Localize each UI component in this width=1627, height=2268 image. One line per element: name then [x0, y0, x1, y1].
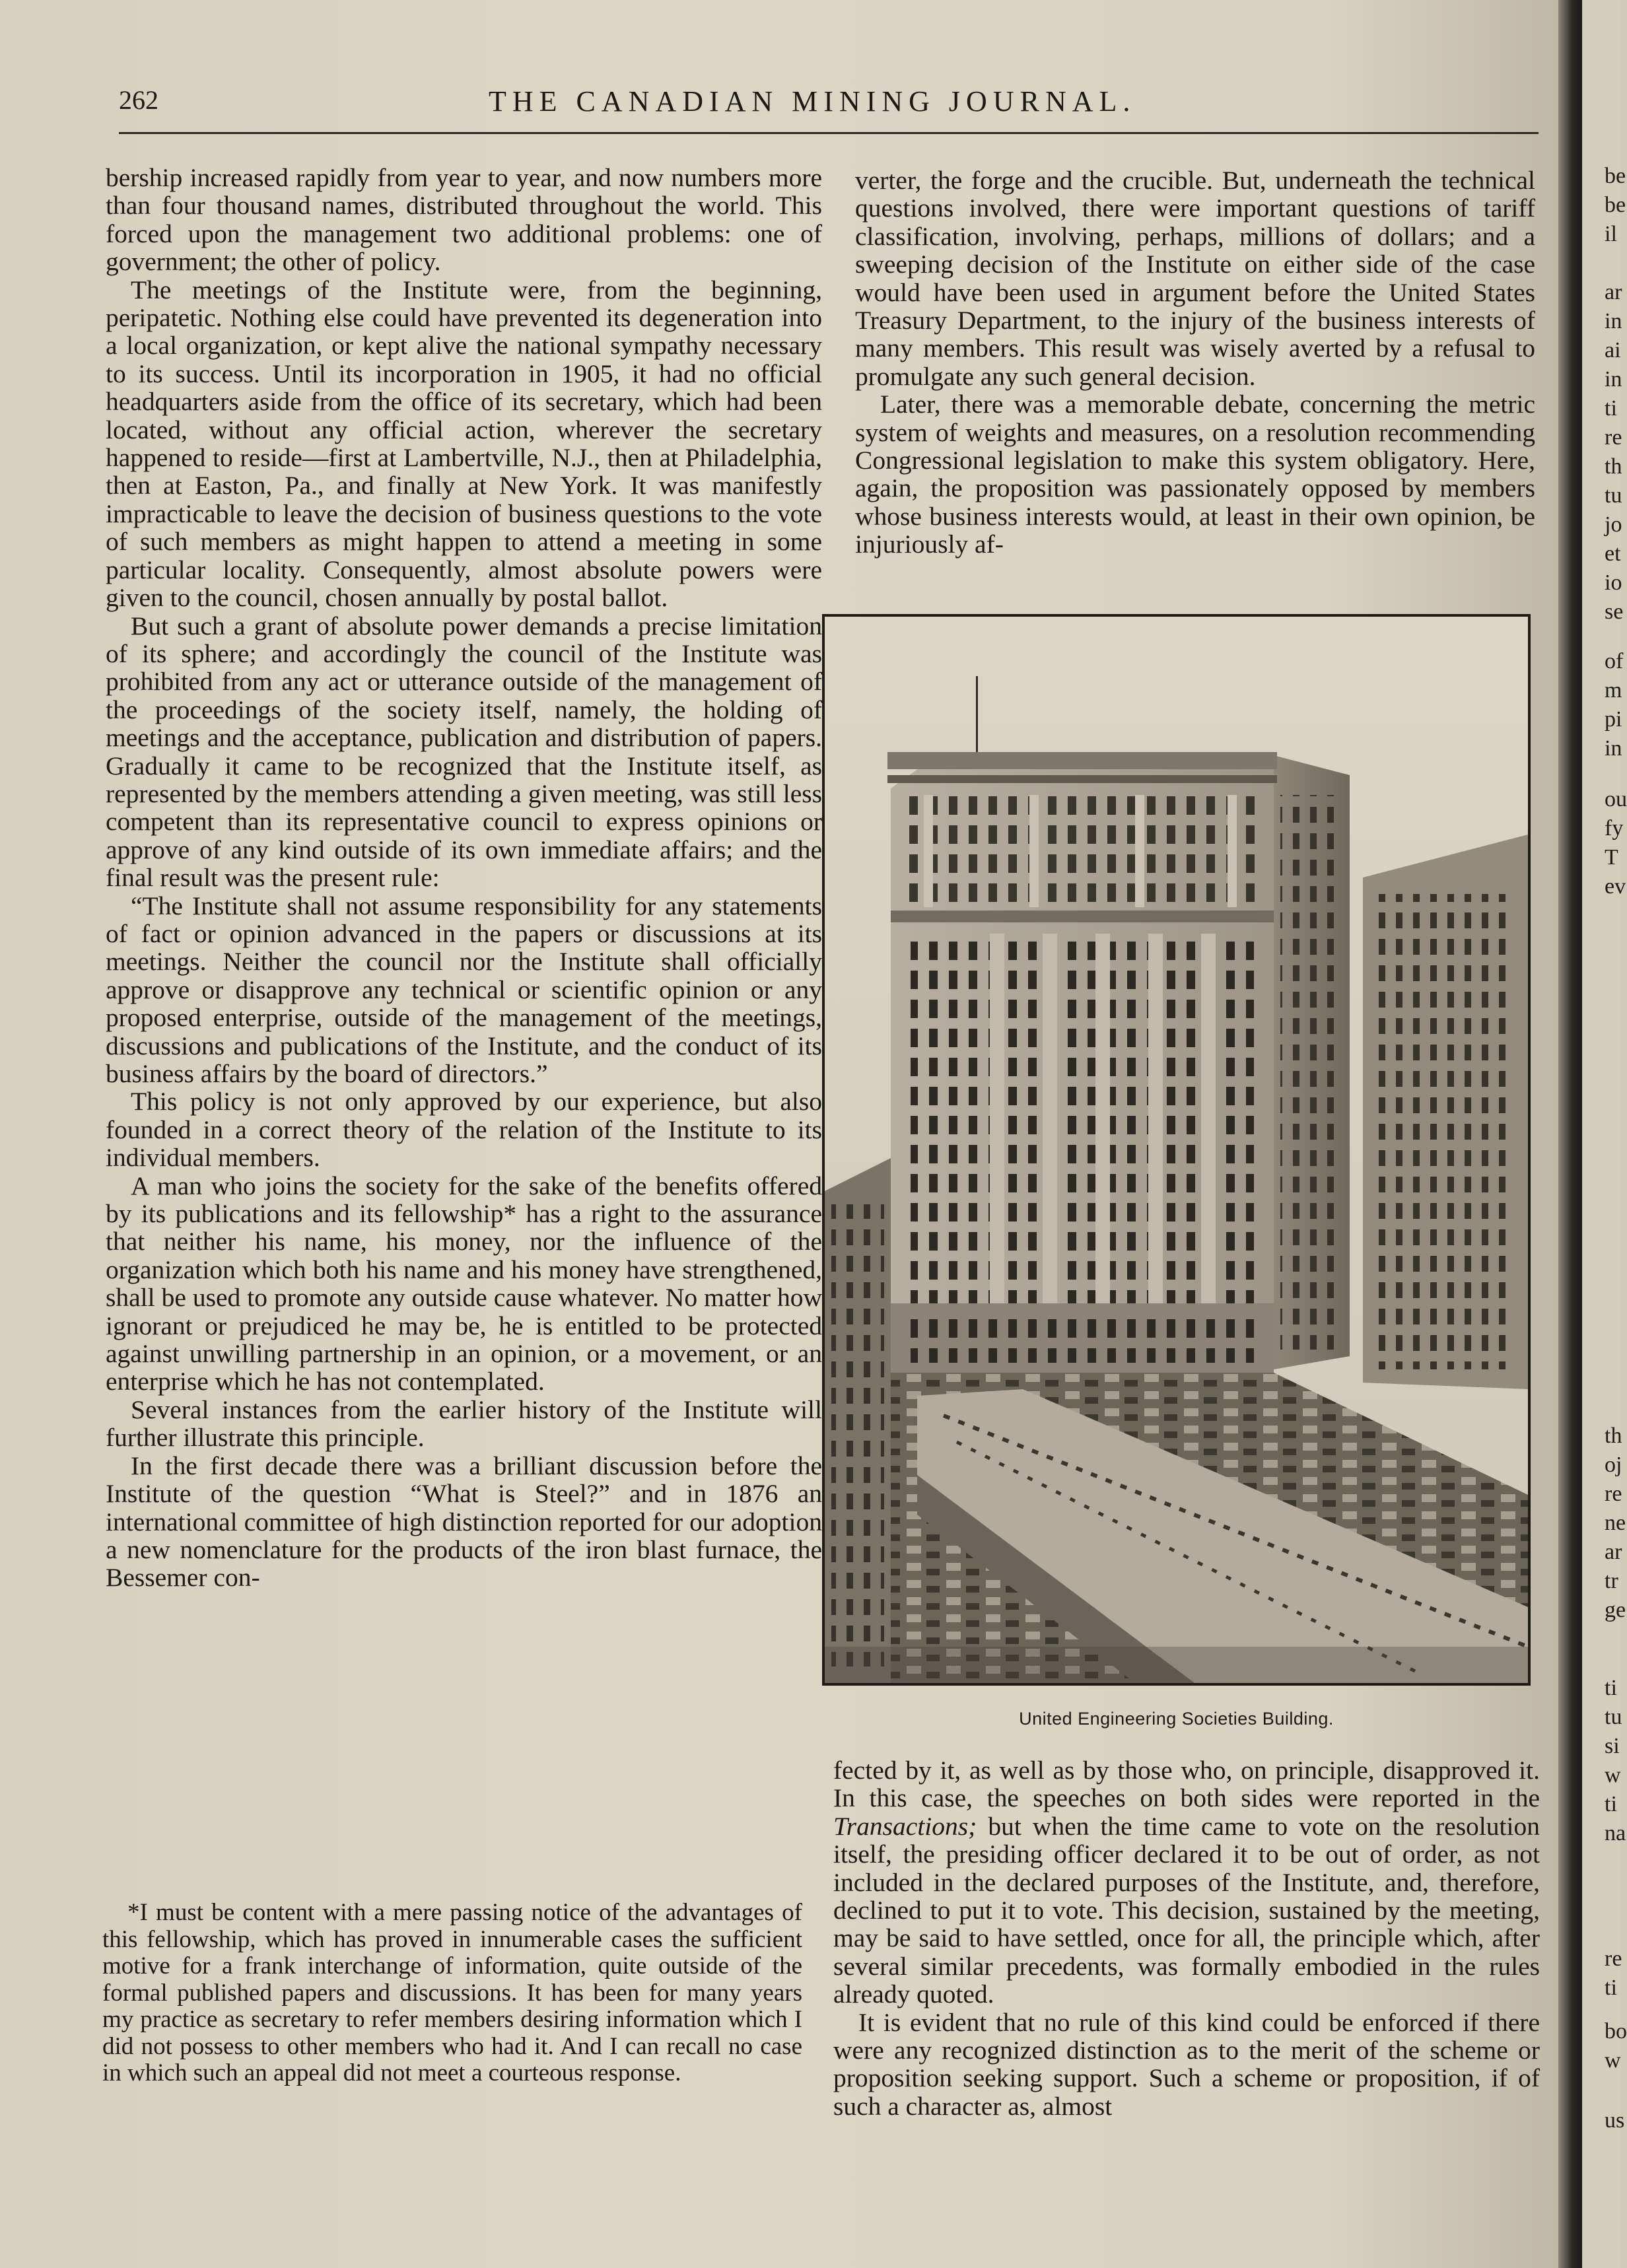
text-fragment: in [1605, 367, 1622, 392]
footnote [102, 1900, 802, 2087]
paragraph: A man who joins the society for the sake of the benefits offered by its publications and its fellowship* has a right to the assurance that neither his name, his money, nor the influence of the organization which both his name and his money have strengthened, shall be used to promote any outside cause whatever. No matter how ignorant or prejudiced he may be, he is entitled to be protected against unwilling partnership in an opinion, or a movement, or an enterprise which he has not contemplated. [106, 1171, 822, 1396]
journal-title: THE CANADIAN MINING JOURNAL. [489, 85, 1136, 118]
paragraph: The meetings of the Institute were, from the beginning, peripatetic. Nothing else could have prevented its degeneration into a local organization, or kept alive the national sympathy necessary to its success. Until its incorporation in 1905, it had no official headquarters aside from the office of its secretary, which had been located, without any official action, wherever the secretary happened to reside—first at Lambertville, N.J., then at Philadelphia, then at Easton, Pa., and finally at New York. It was manifestly impracticable to leave the decision of business questions to the vote of such members as might happen to attend a meeting in some particular locality. Consequently, almost absolute powers were given to the council, chosen annually by postal ballot. [106, 275, 822, 613]
text-fragment: io [1605, 570, 1622, 595]
text-fragment: ti [1605, 396, 1617, 421]
paragraph: This policy is not only approved by our experience, but also founded in a correct theory of the relation of the Institute to its individual members. [106, 1087, 822, 1173]
text-fragment: et [1605, 541, 1621, 566]
text-fragment: w [1605, 1763, 1621, 1787]
paragraph: Several instances from the earlier history of the Institute will further illustrate this principle. [106, 1394, 822, 1453]
page-number: 262 [119, 85, 158, 115]
text-fragment: in [1605, 736, 1622, 761]
text-fragment: bo [1605, 2019, 1627, 2044]
paragraph: It is evident that no rule of this kind could be enforced if there were any recognized distinction as to the merit of the scheme or proposition seeking support. Such a scheme or proposition, if of such a character as, almost [833, 2007, 1540, 2121]
right-column-top [855, 166, 1535, 559]
italic-title: Transactions; [833, 1811, 977, 1841]
text-fragment: w [1605, 2048, 1621, 2073]
text-fragment: ev [1605, 874, 1626, 899]
text-fragment: re [1605, 1482, 1622, 1506]
footnote-text: *I must be content with a mere passing notice of the advantages of this fellowship, which has proved in innumerable cases the sufficient motive for a frank interchange of information, quite outside of the formal published papers and discussions. It has been for many years my practice as secretary to refer members desiring information which I did not possess to other members who had it. And I can recall no case in which such an appeal did not meet a courteous response. [102, 1899, 802, 2086]
text-fragment: m [1605, 678, 1622, 703]
text-fragment: se [1605, 600, 1624, 624]
text-fragment: re [1605, 1946, 1622, 1971]
text-fragment: ti [1605, 1976, 1617, 2000]
text-fragment: ge [1605, 1598, 1626, 1622]
right-column-bottom [833, 1756, 1540, 2120]
text-run: fected by it, as well as by those who, on principle, disapproved it. In this case, the speeches on both sides were reported in the [833, 1756, 1540, 1813]
text-fragment: ar [1605, 280, 1622, 304]
text-fragment: ti [1605, 1676, 1617, 1700]
text-fragment: oj [1605, 1453, 1622, 1477]
text-fragment: fy [1605, 816, 1624, 841]
text-fragment: ou [1605, 787, 1627, 811]
book-gutter [1558, 0, 1582, 2268]
text-fragment: ne [1605, 1511, 1626, 1535]
building-photograph [822, 614, 1531, 1686]
quoted-rule: “The Institute shall not assume responsibility for any statements of fact or opinion advanced in the papers or discussions at its meetings. Neither the council nor the Institute shall officially approve or disapprove any technical or scientific opinion or any proposed enterprise, outside of the management of the meetings, discussions and publications of the Institute, and the conduct of its business affairs by the board of directors.” [106, 891, 822, 1088]
header-rule [119, 132, 1539, 134]
text-fragment: be [1605, 164, 1626, 188]
text-fragment: il [1605, 222, 1617, 246]
text-fragment: th [1605, 1424, 1622, 1448]
text-fragment: ar [1605, 1540, 1622, 1564]
page-header [119, 85, 1539, 124]
text-fragment: re [1605, 425, 1622, 450]
paragraph [833, 1756, 1540, 2009]
text-fragment: jo [1605, 512, 1622, 537]
text-fragment: ai [1605, 338, 1621, 362]
text-fragment: si [1605, 1734, 1620, 1758]
figure-caption: United Engineering Societies Building. [1019, 1709, 1334, 1729]
text-fragment: us [1605, 2108, 1625, 2133]
text-fragment: in [1605, 309, 1622, 333]
text-fragment: T [1605, 845, 1618, 870]
paragraph: Later, there was a memorable debate, concerning the metric system of weights and measures, on a resolution recommending Congressional legislation to make this system obligatory. Here, again, the proposition was passionately opposed by members whose business interests would, at least in their own opinion, be injuriously af- [855, 390, 1535, 559]
text-fragment: pi [1605, 707, 1622, 732]
building-illustration [825, 617, 1528, 1683]
paragraph: bership increased rapidly from year to year, and now numbers more than four thousand names, distributed throughout the world. This forced upon the management two additional problems: one of government; the other of policy. [106, 163, 822, 277]
text-fragment: tu [1605, 1705, 1622, 1729]
text-fragment: na [1605, 1821, 1626, 1845]
text-fragment: of [1605, 649, 1624, 673]
paragraph: In the first decade there was a brilliant discussion before the Institute of the question “What is Steel?” and in 1876 an international committee of high distinction reported for our adoption a new nomenclature for the products of the iron blast furnace, the Bessemer con- [106, 1451, 822, 1593]
adjacent-page-edge [1582, 0, 1627, 2268]
paragraph: verter, the forge and the crucible. But, underneath the technical questions involved, there were important questions of tariff classification, involving, perhaps, millions of dollars; and a sweeping decision of the Institute on either side of the case would have been used in argument before the United States Treasury Department, to the injury of the business interests of many members. This result was wisely averted by a refusal to promulgate any such general decision. [855, 166, 1535, 391]
text-fragment: ti [1605, 1792, 1617, 1816]
left-column [106, 164, 822, 1592]
paragraph: But such a grant of absolute power demands a precise limitation of its sphere; and accordingly the council of the Institute was prohibited from any act or utterance outside of the management of the proceedings of the society itself, namely, the holding of meetings and the acceptance, publication and distribution of papers. Gradually it came to be recognized that the Institute itself, as represented by the members attending a given meeting, was still less competent than its representative council to express opinions or approve of any kind outside of its own immediate affairs; and the final result was the present rule: [106, 611, 822, 893]
text-fragment: tu [1605, 483, 1622, 508]
text-fragment: tr [1605, 1569, 1618, 1593]
text-run: but when the time came to vote on the resolution itself, the presiding officer declared it to be out of order, as not included in the declared purposes of the Institute, and, therefore, declined to put it to vote. This decision, sustained by the meeting, may be said to have settled, once for all, the principle which, after several similar precedents, was formally embodied in the rules already quoted. [833, 1811, 1540, 2009]
text-fragment: th [1605, 454, 1622, 479]
text-fragment: be [1605, 193, 1626, 217]
